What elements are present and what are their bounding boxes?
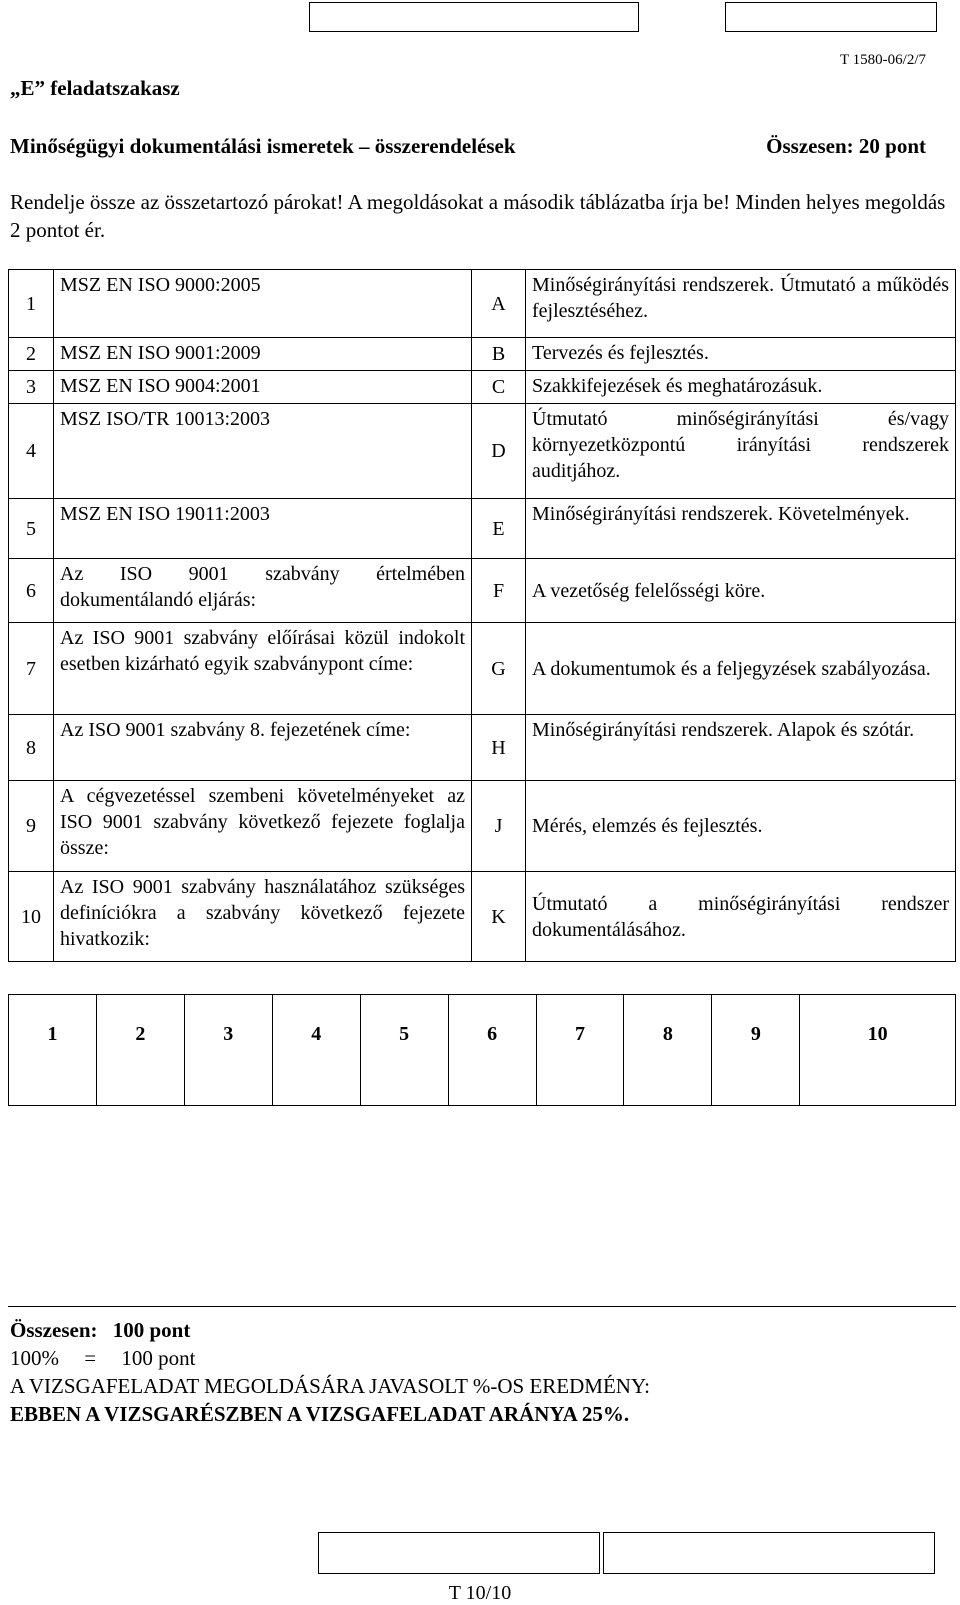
row-number: 8	[9, 715, 54, 781]
table-row	[9, 404, 956, 499]
left-item: MSZ EN ISO 19011:2003	[54, 499, 472, 559]
summary-percent-value: 100 pont	[121, 1346, 196, 1370]
left-item: Az ISO 9001 szabvány használatához szükséges definíciókra a szabvány következő fejezete hivatkozik:	[54, 872, 472, 962]
row-number: 3	[9, 371, 54, 404]
row-number: 5	[9, 499, 54, 559]
bottom-box-right	[603, 1532, 935, 1574]
table-row	[9, 559, 956, 623]
left-item: MSZ EN ISO 9004:2001	[54, 371, 472, 404]
row-letter: B	[472, 338, 526, 371]
top-box-left	[309, 2, 639, 32]
row-number: 10	[9, 872, 54, 962]
table-row	[9, 338, 956, 371]
summary-percent: 100%	[10, 1346, 59, 1370]
right-item: A dokumentumok és a feljegyzések szabályozása.	[526, 623, 956, 715]
table-row	[9, 872, 956, 962]
summary-ratio-line: EBBEN A VIZSGARÉSZBEN A VIZSGAFELADAT ARÁNYA 25%.	[10, 1402, 630, 1426]
row-letter: K	[472, 872, 526, 962]
row-letter: G	[472, 623, 526, 715]
answer-number: 7	[536, 995, 624, 1106]
table-row	[9, 715, 956, 781]
right-item: Minőségirányítási rendszerek. Követelmények.	[526, 499, 956, 559]
instructions: Rendelje össze az összetartozó párokat! A megoldásokat a második táblázatba írja be! Minden helyes megoldás 2 pontot ér.	[10, 190, 946, 242]
right-item: Szakkifejezések és meghatározásuk.	[526, 371, 956, 404]
summary-total-line	[10, 1316, 190, 1344]
row-number: 9	[9, 781, 54, 872]
answer-number: 3	[184, 995, 272, 1106]
table-row	[9, 499, 956, 559]
row-letter: H	[472, 715, 526, 781]
answer-number: 9	[712, 995, 800, 1106]
summary-percent-line	[10, 1344, 195, 1372]
row-letter: E	[472, 499, 526, 559]
answer-number: 8	[624, 995, 712, 1106]
row-letter: F	[472, 559, 526, 623]
row-number: 7	[9, 623, 54, 715]
row-letter: J	[472, 781, 526, 872]
bottom-box-left	[318, 1532, 600, 1574]
row-letter: C	[472, 371, 526, 404]
left-item: Az ISO 9001 szabvány értelmében dokumentálandó eljárás:	[54, 559, 472, 623]
answer-number: 4	[272, 995, 360, 1106]
task-subtitle: Minőségügyi dokumentálási ismeretek – összerendelések	[10, 134, 516, 158]
answer-number: 2	[96, 995, 184, 1106]
left-item: A cégvezetéssel szembeni követelményeket az ISO 9001 szabvány következő fejezete foglalja össze:	[54, 781, 472, 872]
summary-result-line: A VIZSGAFELADAT MEGOLDÁSÁRA JAVASOLT %-OS EREDMÉNY:	[10, 1374, 651, 1398]
right-item: Tervezés és fejlesztés.	[526, 338, 956, 371]
document-code: T 1580-06/2/7	[840, 52, 926, 68]
section-title: „E” feladatszakasz	[10, 76, 180, 100]
summary-total-value: 100 pont	[112, 1318, 191, 1342]
page-number: T 10/10	[448, 1582, 512, 1604]
row-letter: D	[472, 404, 526, 499]
row-letter: A	[472, 270, 526, 338]
row-number: 2	[9, 338, 54, 371]
right-item: Minőségirányítási rendszerek. Alapok és szótár.	[526, 715, 956, 781]
table-row	[9, 270, 956, 338]
right-item: Mérés, elemzés és fejlesztés.	[526, 781, 956, 872]
left-item: Az ISO 9001 szabvány 8. fejezetének címe:	[54, 715, 472, 781]
table-row	[9, 781, 956, 872]
task-total-points: Összesen: 20 pont	[766, 134, 926, 158]
answer-number: 5	[360, 995, 448, 1106]
table-row	[9, 623, 956, 715]
answer-number: 6	[448, 995, 536, 1106]
answer-table	[8, 994, 956, 1106]
answer-number: 10	[800, 995, 956, 1106]
left-item: MSZ EN ISO 9001:2009	[54, 338, 472, 371]
answer-header-row	[9, 995, 956, 1106]
row-number: 6	[9, 559, 54, 623]
divider-line	[8, 1306, 956, 1307]
matching-table	[8, 269, 956, 962]
summary-total-label: Összesen:	[10, 1318, 98, 1342]
top-box-right	[725, 2, 937, 32]
row-number: 4	[9, 404, 54, 499]
right-item: Útmutató minőségirányítási és/vagy környezetközpontú irányítási rendszerek auditjához.	[526, 404, 956, 499]
table-row	[9, 371, 956, 404]
row-number: 1	[9, 270, 54, 338]
left-item: Az ISO 9001 szabvány előírásai közül indokolt esetben kizárható egyik szabványpont címe:	[54, 623, 472, 715]
summary-equals: =	[84, 1346, 97, 1370]
left-item: MSZ ISO/TR 10013:2003	[54, 404, 472, 499]
right-item: Minőségirányítási rendszerek. Útmutató a működés fejlesztéséhez.	[526, 270, 956, 338]
right-item: Útmutató a minőségirányítási rendszer dokumentálásához.	[526, 872, 956, 962]
answer-number: 1	[9, 995, 97, 1106]
left-item: MSZ EN ISO 9000:2005	[54, 270, 472, 338]
right-item: A vezetőség felelősségi köre.	[526, 559, 956, 623]
